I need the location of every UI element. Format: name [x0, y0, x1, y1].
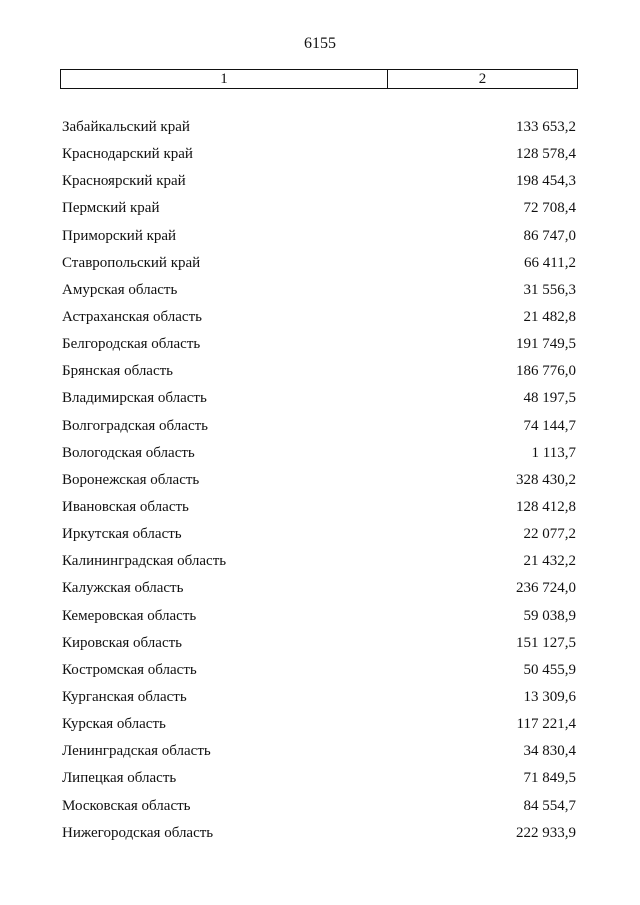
region-value: 198 454,3 [516, 173, 576, 190]
region-value: 31 556,3 [523, 281, 576, 298]
region-value: 133 653,2 [516, 119, 576, 136]
region-name: Волгоградская область [62, 417, 208, 434]
region-value: 236 724,0 [516, 580, 576, 597]
column-header-2: 2 [478, 71, 487, 87]
region-name: Липецкая область [62, 770, 177, 787]
region-name: Ивановская область [62, 499, 189, 516]
table-row [62, 521, 576, 548]
table-row [62, 820, 576, 847]
table-row [62, 304, 576, 331]
region-value: 72 708,4 [523, 200, 576, 217]
table-row [62, 548, 576, 575]
region-name: Астраханская область [62, 309, 202, 326]
region-name: Белгородская область [62, 336, 201, 353]
region-name: Курская область [62, 716, 166, 733]
region-value: 22 077,2 [523, 526, 576, 543]
region-value: 128 412,8 [516, 499, 576, 516]
region-value: 74 144,7 [523, 417, 576, 434]
column-header-1: 1 [61, 70, 388, 88]
data-table-body [62, 114, 576, 847]
table-row [62, 331, 576, 358]
table-row [62, 385, 576, 412]
region-name: Нижегородская область [62, 824, 214, 841]
region-name: Краснодарский край [62, 146, 193, 163]
table-row [62, 711, 576, 738]
table-row [62, 358, 576, 385]
table-row [62, 141, 576, 168]
region-value: 222 933,9 [516, 824, 576, 841]
table-row [62, 494, 576, 521]
table-row [62, 277, 576, 304]
region-name: Иркутская область [62, 526, 182, 543]
region-name: Костромская область [62, 661, 197, 678]
table-row [62, 467, 576, 494]
table-row [62, 793, 576, 820]
table-row [62, 440, 576, 467]
table-row [62, 603, 576, 630]
region-name: Красноярский край [62, 173, 186, 190]
table-row [62, 575, 576, 602]
table-row [62, 657, 576, 684]
table-row [62, 223, 576, 250]
region-value: 186 776,0 [516, 363, 576, 380]
column-header-row [60, 69, 578, 89]
table-row [62, 738, 576, 765]
table-row [62, 765, 576, 792]
region-value: 328 430,2 [516, 471, 576, 488]
table-row [62, 413, 576, 440]
region-name: Воронежская область [62, 471, 200, 488]
table-row [62, 250, 576, 277]
region-name: Приморский край [62, 227, 177, 244]
region-name: Московская область [62, 797, 191, 814]
region-name: Забайкальский край [62, 119, 190, 136]
region-name: Вологодская область [62, 444, 195, 461]
region-name: Курганская область [62, 689, 187, 706]
region-name: Амурская область [62, 281, 178, 298]
region-value: 21 482,8 [523, 309, 576, 326]
table-row [62, 114, 576, 141]
region-name: Калужская область [62, 580, 184, 597]
region-value: 59 038,9 [523, 607, 576, 624]
region-value: 66 411,2 [524, 254, 576, 271]
region-value: 34 830,4 [523, 743, 576, 760]
region-value: 84 554,7 [523, 797, 576, 814]
region-name: Кемеровская область [62, 607, 197, 624]
region-value: 117 221,4 [516, 716, 576, 733]
region-name: Пермский край [62, 200, 160, 217]
region-value: 151 127,5 [516, 634, 576, 651]
page-number: 6155 [304, 35, 336, 52]
region-value: 128 578,4 [516, 146, 576, 163]
region-value: 1 113,7 [531, 444, 576, 461]
region-value: 13 309,6 [523, 689, 576, 706]
table-row [62, 168, 576, 195]
region-name: Ленинградская область [62, 743, 211, 760]
region-name: Владимирская область [62, 390, 207, 407]
region-name: Ставропольский край [62, 254, 201, 271]
region-name: Калининградская область [62, 553, 227, 570]
table-row [62, 630, 576, 657]
region-value: 50 455,9 [523, 661, 576, 678]
region-value: 48 197,5 [523, 390, 576, 407]
table-row [62, 684, 576, 711]
region-value: 86 747,0 [523, 227, 576, 244]
table-row [62, 195, 576, 222]
region-value: 191 749,5 [516, 336, 576, 353]
region-value: 71 849,5 [523, 770, 576, 787]
region-value: 21 432,2 [523, 553, 576, 570]
region-name: Брянская область [62, 363, 174, 380]
region-name: Кировская область [62, 634, 183, 651]
